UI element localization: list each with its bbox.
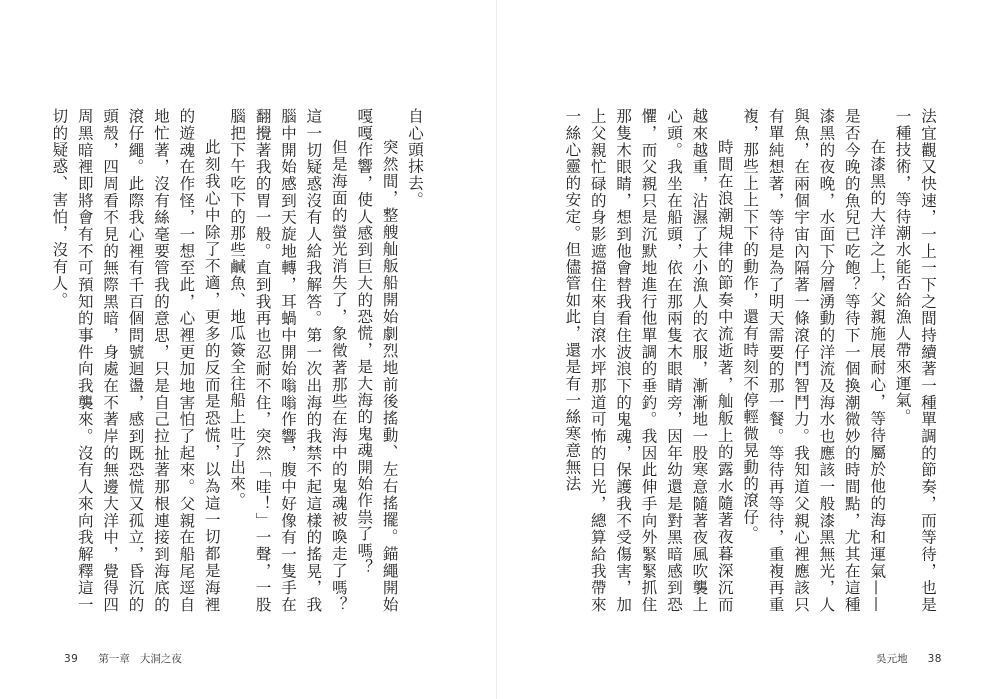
left-page-body [50,108,427,613]
left-page-footer [64,651,182,666]
left-paragraph-3: 但是海面的螢光消失了，象徵著那些在海中的鬼魂被喚走了嗎？這一切疑惑沒有人給我解答。第一次出海的我禁不起這樣的搖晃，我腦中開始感到天旋地轉，耳蝸中開始嗡嗡作響，腹中好像有一隻手在翻攪著我的胃一般。直到我再也忍耐不住，突然「哇！」一聲，一股腦把下午吃下的那些鹹魚、地瓜簽全往船上吐了出來。 [228,108,348,613]
chapter-label: 第一章 [98,653,130,665]
left-paragraph-1: 自心頭抹去。 [406,108,424,209]
left-paragraph-4: 此刻我心中除了不適，更多的反而是恐慌，以為這一切都是海裡的遊魂在作怪，一想至此，心裡更加地害怕了起來。父親在船尾逕自地忙著，沒有絲毫要管我的意思，只是自己拉扯著那根連接到海底的滾仔繩。此際我心裡有千百個問號迴盪，感到既恐慌又孤立，昏沉的頭殼，四周看不見的無際黑暗，身處在不著岸的無邊大洋中，覺得四周黑暗裡即將會有不可預知的事件向我襲來。沒有人來向我解釋這一切的疑惑、害怕，沒有人。 [50,108,221,613]
page-number-right: 38 [927,653,942,665]
author-name: 吳元地 [876,653,908,665]
right-paragraph-3: 時間在浪潮規律的節奏中流逝著，舢舨上的露水隨著夜暮深沉而越來越重，沾濕了大小漁人的衣服，漸漸地一股寒意隨著夜風吹襲上心頭。我坐在船頭，依在那兩隻木眼睛旁，因年幼還是對黑暗感到恐懼，而父親只是沉默地進行他單調的垂釣。我因此伸手向外緊緊抓住那隻木眼睛，想到他會替我看住波浪下的鬼魂，保護我不受傷害，加上父親忙碌的身影遮擋住來自滾水坪那道可怖的日光，總算給我帶來一絲心靈的安定。但儘管如此，還是有一絲寒意無法 [563,108,734,613]
right-paragraph-2: 在漆黑的大洋之上，父親施展耐心，等待屬於他的海和運氣——是否今晚的魚兒已吃飽？等待下一個換潮微妙的時間點，尤其在這種漆黑的夜晚，水面下分層湧動的洋流及海水也應該一般漆黑無光，人與魚，在兩個宇宙內隔著一條滾仔鬥智鬥力。我知道父親心裡應該只有單純想著，等待是為了明天需要的那一餐。等待再等待，重複再重複，那些上上下下的動作，還有時刻不停輕微晃動的滾仔。 [741,108,887,613]
right-page [497,0,994,699]
page-number-left: 39 [64,653,79,665]
left-paragraph-2: 突然間，整艘舢舨船開始劇烈地前後搖動、左右搖擺。錨繩開始嘎嘎作響，使人感到巨大的恐慌，是大海的鬼魂開始作祟了嗎？ [355,108,399,613]
right-page-body [563,108,940,613]
right-page-footer [876,651,942,666]
chapter-title: 大洞之夜 [139,653,182,665]
right-paragraph-1: 法宜觀又快速，一上一下之間持續著一種單調的節奏，而等待，也是一種技術，等待潮水能否給漁人帶來運氣。 [893,108,937,613]
